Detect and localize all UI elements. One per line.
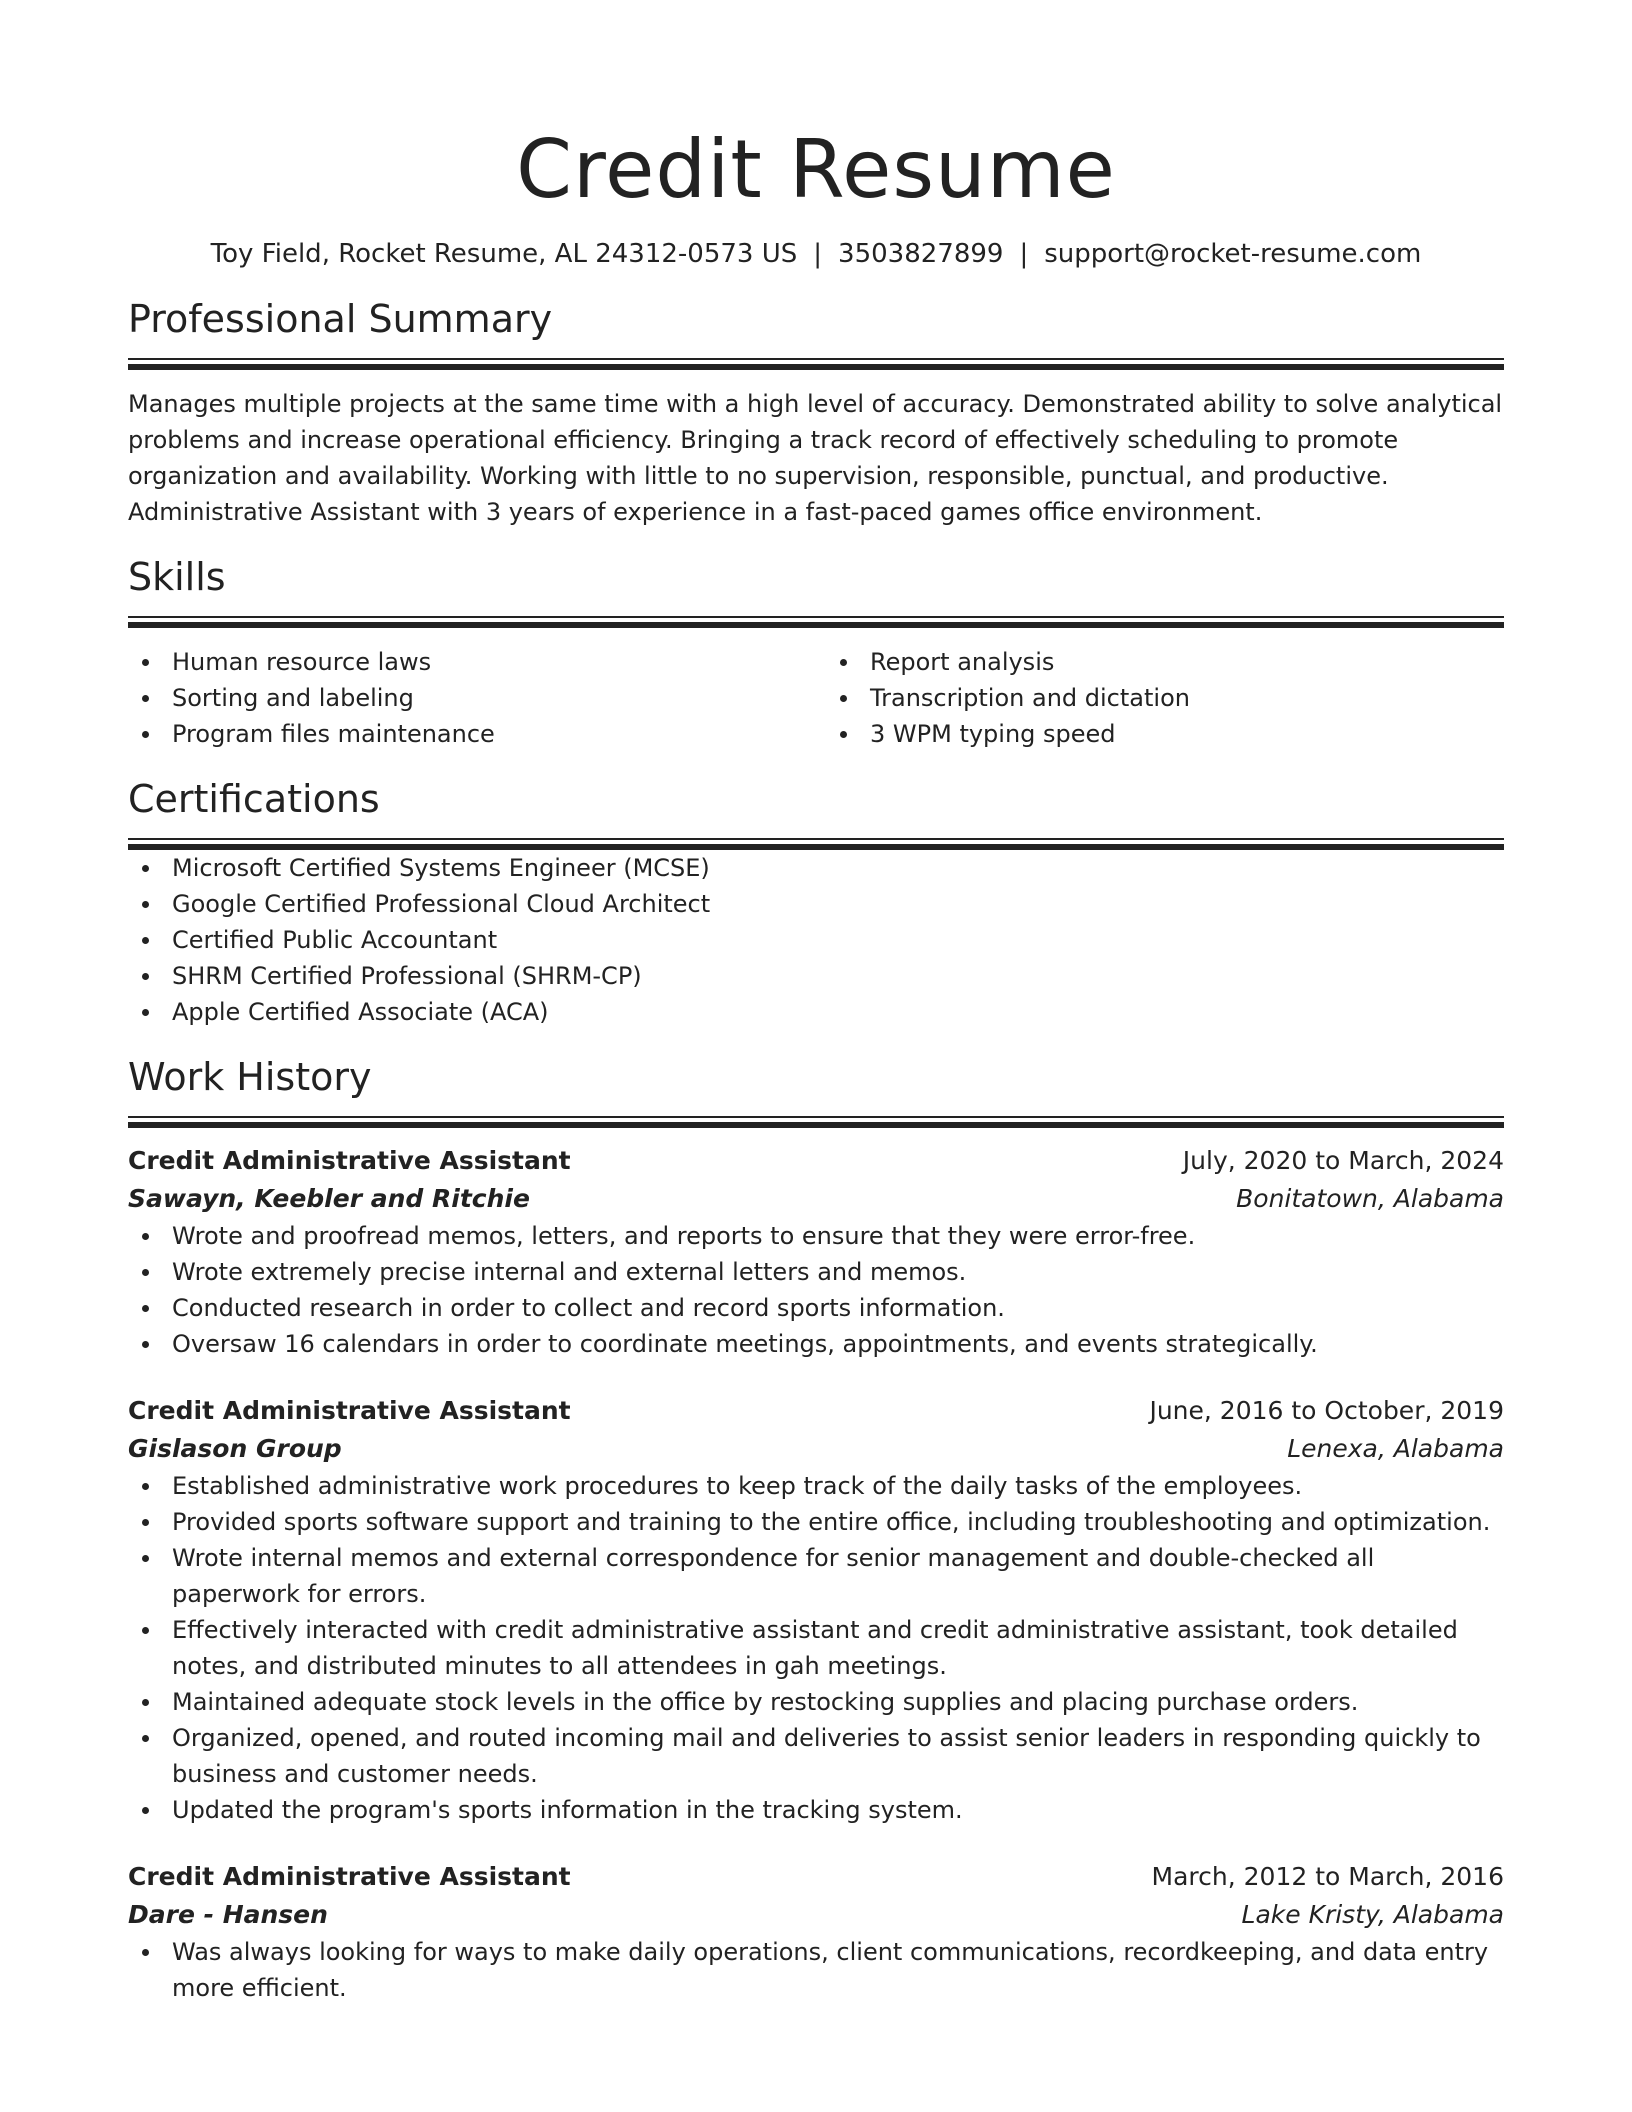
certifications-section — [128, 774, 1504, 1030]
job-bullet: Wrote and proofread memos, letters, and reports to ensure that they were error-free. — [128, 1218, 1504, 1254]
skill-item: Program files maintenance — [128, 716, 806, 752]
contact-separator: | — [813, 239, 823, 269]
section-divider — [128, 1116, 1504, 1128]
job-header-row — [128, 1858, 1504, 1896]
job-company: Dare - Hansen — [128, 1900, 328, 1929]
job-header-row — [128, 1142, 1504, 1180]
contact-line — [128, 236, 1504, 272]
job-company-row — [128, 1180, 1504, 1218]
job-title: Credit Administrative Assistant — [128, 1396, 571, 1425]
certification-item: Google Certified Professional Cloud Architect — [128, 886, 1504, 922]
skills-heading: Skills — [128, 555, 226, 599]
job-company: Sawayn, Keebler and Ritchie — [128, 1184, 530, 1213]
contact-address: Toy Field, Rocket Resume, AL 24312-0573 US — [210, 239, 798, 269]
job-company: Gislason Group — [128, 1434, 342, 1463]
job-bullet: Oversaw 16 calendars in order to coordinate meetings, appointments, and events strategically. — [128, 1326, 1504, 1362]
job-bullet: Was always looking for ways to make daily operations, client communications, recordkeeping, and data entry more efficient. — [128, 1934, 1504, 2006]
resume-name: Credit Resume — [516, 123, 1116, 216]
job-bullet: Provided sports software support and training to the entire office, including troubleshooting and optimization. — [128, 1504, 1504, 1540]
certification-item: SHRM Certified Professional (SHRM-CP) — [128, 958, 1504, 994]
skills-right-list — [826, 644, 1504, 752]
job-location: Lenexa, Alabama — [1287, 1434, 1504, 1463]
skill-item: Sorting and labeling — [128, 680, 806, 716]
job-entry — [128, 1142, 1504, 1362]
job-bullet: Effectively interacted with credit administrative assistant and credit administrative assistant, took detailed notes, and distributed minutes to all attendees in gah meetings. — [128, 1612, 1504, 1684]
certification-item: Certified Public Accountant — [128, 922, 1504, 958]
work-history-section — [128, 1052, 1504, 2006]
job-dates: June, 2016 to October, 2019 — [1149, 1396, 1504, 1425]
job-bullets — [128, 1934, 1504, 2006]
job-title: Credit Administrative Assistant — [128, 1146, 571, 1175]
job-location: Bonitatown, Alabama — [1236, 1184, 1504, 1213]
job-dates: March, 2012 to March, 2016 — [1151, 1862, 1504, 1891]
summary-text: Manages multiple projects at the same time with a high level of accuracy. Demonstrated ability to solve analytical problems and increase operational efficiency. Bringing a track record of effectively scheduling to promote organization and availability. Working with little to no supervision, responsible, punctual, and productive. Administrative Assistant with 3 years of experience in a fast-paced games office environment. — [128, 390, 1503, 526]
section-divider — [128, 616, 1504, 628]
job-bullets — [128, 1468, 1504, 1828]
section-divider — [128, 358, 1504, 370]
job-bullet: Maintained adequate stock levels in the office by restocking supplies and placing purchase orders. — [128, 1684, 1504, 1720]
resume-page — [128, 0, 1504, 2006]
skill-item: 3 WPM typing speed — [826, 716, 1504, 752]
section-divider — [128, 838, 1504, 850]
job-bullet: Established administrative work procedures to keep track of the daily tasks of the employees. — [128, 1468, 1504, 1504]
skill-item: Transcription and dictation — [826, 680, 1504, 716]
work-history-heading: Work History — [128, 1055, 372, 1099]
job-entry — [128, 1392, 1504, 1828]
certification-item: Apple Certified Associate (ACA) — [128, 994, 1504, 1030]
skills-left-list — [128, 644, 806, 752]
summary-section — [128, 294, 1504, 530]
skills-grid — [128, 644, 1504, 752]
certification-item: Microsoft Certified Systems Engineer (MCSE) — [128, 850, 1504, 886]
job-header-row — [128, 1392, 1504, 1430]
job-bullet: Organized, opened, and routed incoming mail and deliveries to assist senior leaders in responding quickly to business and customer needs. — [128, 1720, 1504, 1792]
skill-item: Human resource laws — [128, 644, 806, 680]
skill-item: Report analysis — [826, 644, 1504, 680]
contact-email: support@rocket-resume.com — [1044, 239, 1422, 269]
job-dates: July, 2020 to March, 2024 — [1182, 1146, 1504, 1175]
job-bullet: Wrote internal memos and external correspondence for senior management and double-checked all paperwork for errors. — [128, 1540, 1504, 1612]
job-company-row — [128, 1430, 1504, 1468]
job-location: Lake Kristy, Alabama — [1241, 1900, 1504, 1929]
job-bullet: Conducted research in order to collect and record sports information. — [128, 1290, 1504, 1326]
job-bullets — [128, 1218, 1504, 1362]
contact-separator: | — [1019, 239, 1029, 269]
job-company-row — [128, 1896, 1504, 1934]
contact-phone: 3503827899 — [838, 239, 1004, 269]
summary-heading: Professional Summary — [128, 297, 553, 341]
skills-section — [128, 552, 1504, 752]
job-bullet: Wrote extremely precise internal and external letters and memos. — [128, 1254, 1504, 1290]
certifications-list — [128, 850, 1504, 1030]
certifications-heading: Certifications — [128, 777, 380, 821]
job-title: Credit Administrative Assistant — [128, 1862, 571, 1891]
job-entry — [128, 1858, 1504, 2006]
job-bullet: Updated the program's sports information in the tracking system. — [128, 1792, 1504, 1828]
